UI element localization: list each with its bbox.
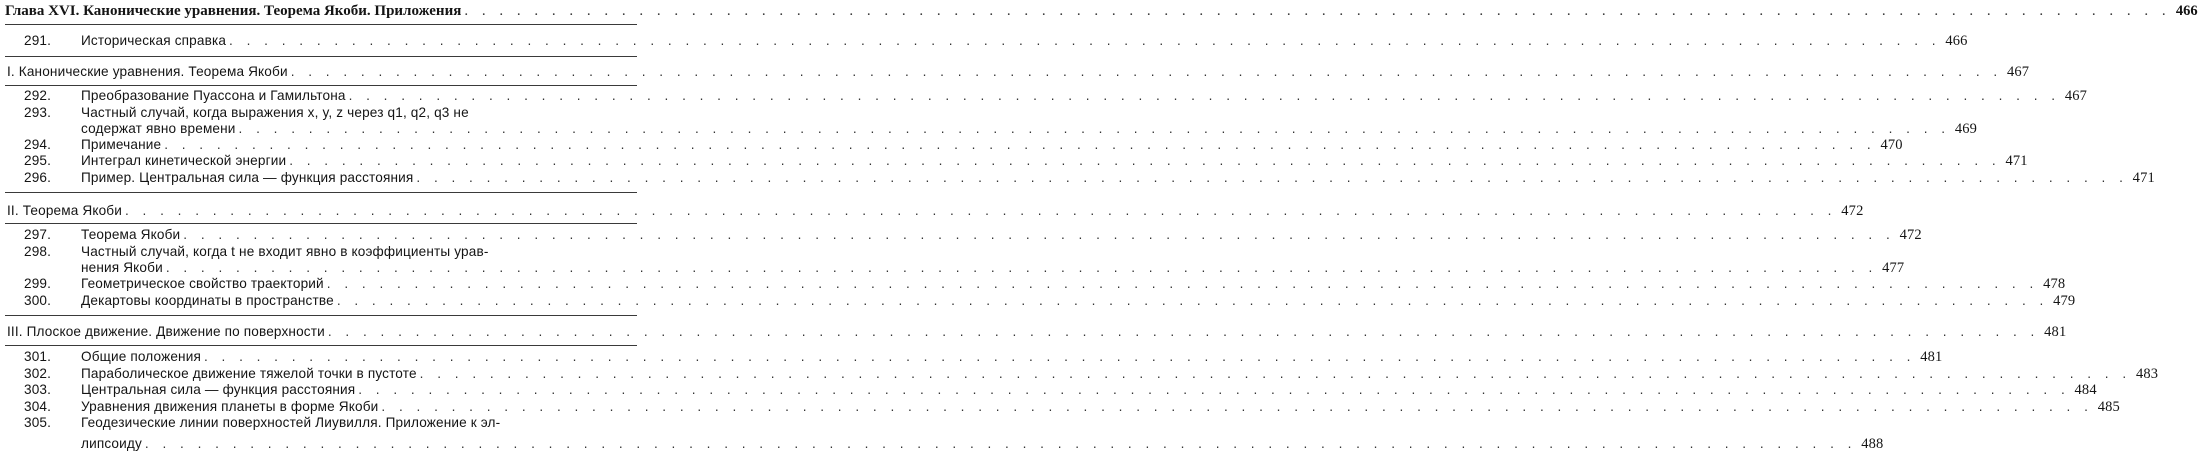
toc-item-297[interactable] <box>24 227 1922 243</box>
item-page-number: 470 <box>1880 137 1903 153</box>
item-page-number: 481 <box>1920 349 1943 365</box>
item-title-continuation: нения Якоби <box>81 260 163 275</box>
leader-dots <box>125 203 1836 219</box>
item-number: 305. <box>24 415 52 430</box>
toc-item-293[interactable] <box>24 105 637 121</box>
item-number: 303. <box>24 382 52 397</box>
item-title: Пример. Центральная сила — функция расстояния <box>81 170 414 185</box>
toc-item-293-continuation[interactable] <box>81 121 1978 137</box>
toc-item-298[interactable] <box>24 244 637 260</box>
item-title: Геодезические линии поверхностей Лиувилля. Приложение к эл- <box>81 415 501 430</box>
leader-dots <box>420 366 2131 382</box>
leader-dots <box>328 324 2039 340</box>
leader-dots <box>239 121 1950 137</box>
item-page-number: 478 <box>2043 276 2066 292</box>
divider <box>5 192 637 193</box>
chapter-title: Глава XVI. Канонические уравнения. Теорема Якоби. Приложения <box>5 3 462 19</box>
item-title: Теорема Якоби <box>81 227 181 242</box>
item-number: 304. <box>24 399 52 414</box>
leader-dots <box>145 436 1856 452</box>
leader-dots <box>358 382 2069 398</box>
item-page-number: 466 <box>1945 33 1968 49</box>
item-number: 297. <box>24 227 52 242</box>
section-page-number: 467 <box>2006 64 2030 80</box>
item-title: Декартовы координаты в пространстве <box>81 293 334 308</box>
leader-dots <box>166 260 1877 276</box>
section-heading-1[interactable] <box>7 64 2030 80</box>
section-heading-2[interactable] <box>7 203 1864 219</box>
item-title: Геометрическое свойство траекторий <box>81 276 324 291</box>
leader-dots <box>289 153 2000 169</box>
item-title: Преобразование Пуассона и Гамильтона <box>81 88 346 103</box>
item-number: 300. <box>24 293 52 308</box>
item-title: Частный случай, когда выражения x, y, z через q1, q2, q3 не <box>81 105 469 120</box>
leader-dots <box>204 349 1915 365</box>
item-title: Центральная сила — функция расстояния <box>81 382 356 397</box>
item-page-number: 485 <box>2097 399 2120 415</box>
item-title: Общие положения <box>81 349 201 364</box>
leader-dots <box>337 293 2048 309</box>
item-title: Примечание <box>81 137 162 152</box>
toc-item-292[interactable] <box>24 88 2088 104</box>
item-number: 292. <box>24 88 52 103</box>
item-number: 299. <box>24 276 52 291</box>
item-title-continuation: липсоиду <box>81 436 142 451</box>
section-title: II. Теорема Якоби <box>7 203 122 218</box>
section-title: III. Плоское движение. Движение по поверхности <box>7 324 325 339</box>
item-title: Уравнения движения планеты в форме Якоби <box>81 399 379 414</box>
toc-item-299[interactable] <box>24 276 2066 292</box>
item-page-number: 484 <box>2074 382 2097 398</box>
toc-item-291[interactable] <box>24 33 1968 49</box>
toc-item-295[interactable] <box>24 153 2028 169</box>
section-title: I. Канонические уравнения. Теорема Якоби <box>7 64 288 79</box>
leader-dots <box>327 276 2038 292</box>
item-page-number: 488 <box>1861 436 1884 452</box>
leader-dots <box>164 137 1875 153</box>
divider <box>5 315 637 316</box>
toc-item-305-continuation[interactable] <box>81 436 1884 452</box>
toc-item-304[interactable] <box>24 399 2120 415</box>
divider <box>5 85 637 86</box>
item-number: 291. <box>24 33 52 48</box>
item-number: 296. <box>24 170 52 185</box>
divider <box>5 345 637 346</box>
chapter-heading <box>5 3 2198 19</box>
item-page-number: 471 <box>2132 170 2155 186</box>
item-page-number: 483 <box>2135 366 2159 382</box>
item-title: Историческая справка <box>81 33 227 48</box>
section-heading-3[interactable] <box>7 324 2067 340</box>
item-title: Частный случай, когда t не входит явно в коэффициенты урав- <box>81 244 489 259</box>
item-page-number: 471 <box>2005 153 2028 169</box>
item-page-number: 469 <box>1954 121 1978 137</box>
toc-item-300[interactable] <box>24 293 2076 309</box>
item-page-number: 467 <box>2064 88 2088 104</box>
toc-item-294[interactable] <box>24 137 1903 153</box>
item-number: 294. <box>24 137 52 152</box>
leader-dots <box>291 64 2002 80</box>
divider <box>5 223 637 224</box>
toc-item-301[interactable] <box>24 349 1943 365</box>
toc-item-303[interactable] <box>24 382 2097 398</box>
toc-item-305[interactable] <box>24 415 637 431</box>
item-number: 301. <box>24 349 52 364</box>
toc-item-302[interactable] <box>24 366 2159 382</box>
item-number: 302. <box>24 366 52 381</box>
toc-item-298-continuation[interactable] <box>81 260 1905 276</box>
item-title: Параболическое движение тяжелой точки в пустоте <box>81 366 417 381</box>
item-page-number: 472 <box>1899 227 1922 243</box>
item-title: Интеграл кинетической энергии <box>81 153 287 168</box>
item-number: 298. <box>24 244 52 259</box>
leader-dots <box>381 399 2092 415</box>
section-page-number: 481 <box>2044 324 2067 340</box>
leader-dots <box>464 3 2170 19</box>
item-title-continuation: содержат явно времени <box>81 121 236 136</box>
leader-dots <box>183 227 1894 243</box>
leader-dots <box>229 33 1940 49</box>
toc-item-296[interactable] <box>24 170 2155 186</box>
item-number: 295. <box>24 153 52 168</box>
chapter-page-number: 466 <box>2175 3 2198 19</box>
item-number: 293. <box>24 105 52 120</box>
leader-dots <box>349 88 2060 104</box>
leader-dots <box>416 170 2127 186</box>
divider <box>5 56 637 57</box>
section-page-number: 472 <box>1841 203 1864 219</box>
chapter-rule <box>5 24 637 25</box>
item-page-number: 477 <box>1882 260 1905 276</box>
item-page-number: 479 <box>2053 293 2076 309</box>
